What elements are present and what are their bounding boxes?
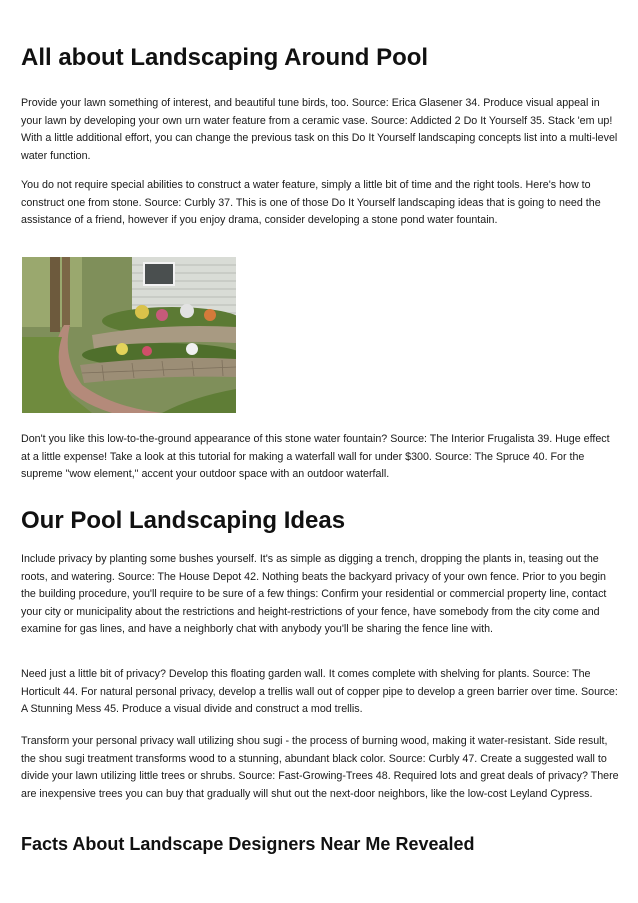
section2-paragraph-2: Need just a little bit of privacy? Develop this floating garden wall. It comes complete with shelving for plants. Source: The Horticult 44. For natural personal privacy, develop a trellis wall out of copper pipe to develop a green barrier over time. Source: A Stunning Mess 45. Produce a visual divide and construct a mod trellis. xyxy=(21,668,618,715)
intro-paragraph-2: You do not require special abilities to construct a water feature, simply a little bit of time and the right tools. Here's how to construct one from stone. Source: Curbly 37. This is one of those Do It Yourself landscaping ideas that is going to need the assistance of a friend, however if you enjoy drama, consider developing a stone pond water fountain. xyxy=(21,179,601,226)
page-title: All about Landscaping Around Pool xyxy=(21,44,429,71)
section-heading-pool-landscaping: Our Pool Landscaping Ideas xyxy=(21,507,346,534)
section-heading-landscape-designers: Facts About Landscape Designers Near Me Revealed xyxy=(21,834,475,854)
section2-paragraph-1: Include privacy by planting some bushes yourself. It's as simple as digging a trench, dropping the plants in, teasing out the roots, and watering. Source: The House Depot 42. Nothing beats the backyard privacy of your own fence. Prior to you begin the building procedure, you'll require to be sure of a few things: Confirm your residential or commercial property line, contact your city or municipality about the restrictions and height-restrictions of your fence, have somebody from the city come and examine for gas lines, and have a neighborly chat with anybody you'll be sharing the fence line with. xyxy=(21,553,607,635)
section2-paragraph-3: Transform your personal privacy wall utilizing shou sugi - the process of burning wood, making it water-resistant. Side result, the shou sugi treatment transforms wood to a stunning, abundant black color. Source: Curbly 47. Create a suggested wall to divide your lawn utilizing little trees or shrubs. Source: Fast-Growing-Trees 48. Required lots and great deals of privacy? There are inexpensive trees you can buy that gradually will shut out the next-door neighbors, like the low-cost Leyland Cypress. xyxy=(21,735,619,800)
stone-fountain-garden-photo xyxy=(22,257,236,413)
paragraph-after-image: Don't you like this low-to-the-ground appearance of this stone water fountain? Source: The Interior Frugalista 39. Huge effect at a little expense! Take a look at this tutorial for making a waterfall wall for under $300. Source: The Spruce 40. For the supreme "wow element," accent your outdoor space with an outdoor waterfall. xyxy=(21,433,610,480)
intro-paragraph-1: Provide your lawn something of interest, and beautiful tune birds, too. Source: Erica Glasener 34. Produce visual appeal in your lawn by developing your own urn water feature from a ceramic vase. Source: Addicted 2 Do It Yourself 35. Stack 'em up! With a little additional effort, you can change the previous task on this Do It Yourself landscaping concepts list into a multi-level water function. xyxy=(21,97,618,162)
